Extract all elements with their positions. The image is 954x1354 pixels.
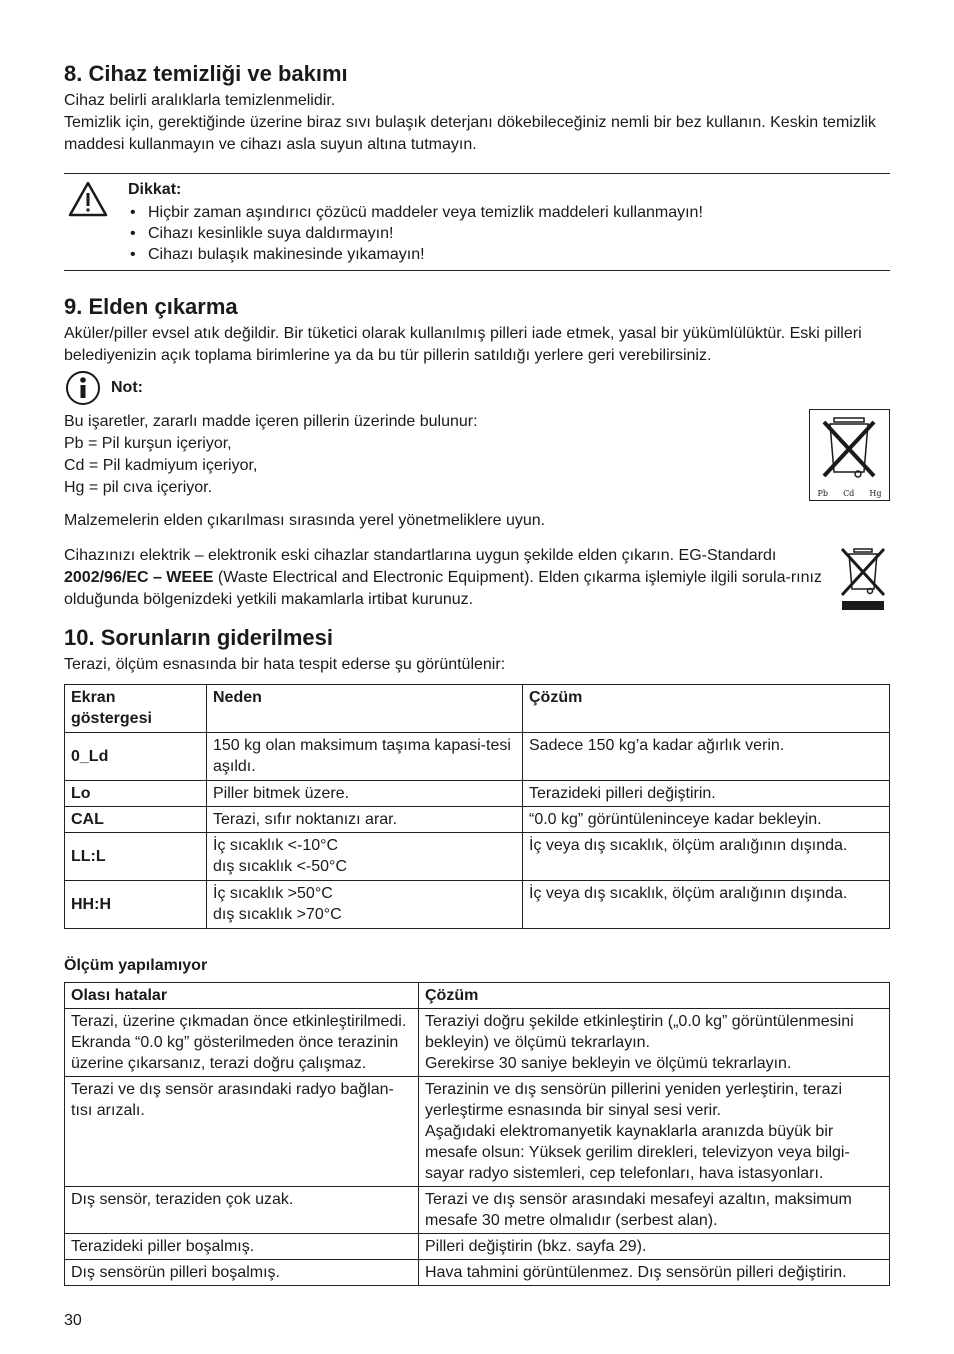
note-title: Not:: [111, 379, 143, 396]
note-line: Cd = Pil kadmiyum içeriyor,: [64, 457, 258, 474]
solution-cell: Terazinin ve dış sensörün pillerini yeniden yerleştirin, terazi yerleştirme esnasında bir sinyal sesi verir. Aşağıdaki elektromanyetik kaynaklarla aranızda büyük bir mesafe olsun: Yüksek gerilim direkleri, televizyon veya bilgi-sayar radyo sistemleri, cep telefonları, hava istasyonları.: [419, 1077, 890, 1187]
section-10-title: 10. Sorunların giderilmesi: [64, 625, 333, 650]
table-row: [65, 833, 890, 881]
column-header: Çözüm: [523, 685, 890, 733]
note-line: Pb = Pil kurşun içeriyor,: [64, 435, 232, 452]
weee-standard: 2002/96/EC – WEEE: [64, 569, 214, 586]
battery-label-cd: Cd: [843, 489, 855, 498]
section-9-title: 9. Elden çıkarma: [64, 294, 238, 319]
display-code: LL:L: [65, 833, 207, 881]
column-header: Olası hatalar: [65, 983, 419, 1009]
fault-cell: Terazi ve dış sensör arasındaki radyo bağlan-tısı arızalı.: [65, 1077, 419, 1187]
crossed-bin-icon: [810, 410, 889, 486]
cause-cell: 150 kg olan maksimum taşıma kapasi-tesi aşıldı.: [207, 733, 523, 781]
solution-cell: “0.0 kg” görüntüleninceye kadar bekleyin.: [523, 807, 890, 833]
solution-cell: İç veya dış sıcaklık, ölçüm aralığının dışında.: [523, 881, 890, 929]
solution-cell: Terazideki pilleri değiştirin.: [523, 781, 890, 807]
warning-icon: [68, 181, 108, 217]
fault-cell: Terazideki piller boşalmış.: [65, 1234, 419, 1260]
table-row: [65, 807, 890, 833]
subsection-title: Ölçüm yapılamıyor: [64, 957, 208, 974]
note-line: Hg = pil cıva içeriyor.: [64, 479, 213, 496]
measurement-problems-table: [64, 982, 890, 1286]
cause-cell: İç sıcaklık >50°C dış sıcaklık >70°C: [207, 881, 523, 929]
display-code: 0_Ld: [65, 733, 207, 781]
table-row: [65, 1260, 890, 1286]
warning-box: [64, 173, 890, 271]
section-8-p2: Temizlik için, gerektiğinde üzerine biraz sıvı bulaşık deterjanı dökebileceğiniz nemli bir bez kullanın. Keskin temizlik maddesi kullanmayın ve cihazı asla suyun altına tutmayın.: [64, 114, 876, 153]
table-row: [65, 1187, 890, 1234]
solution-cell: Sadece 150 kg’a kadar ağırlık verin.: [523, 733, 890, 781]
weee-text-b: (Waste Electrical and Electronic Equipment). Elden çıkarma işlemiyle ilgili sorula-rınız olduğunda bölgenizdeki yetkili makamlarla irtibat kurunuz.: [64, 569, 822, 608]
section-9-p3: [64, 545, 832, 611]
display-code: CAL: [65, 807, 207, 833]
battery-label-hg: Hg: [869, 489, 882, 498]
table-row: [65, 1009, 890, 1077]
solution-cell: Pilleri değiştirin (bkz. sayfa 29).: [419, 1234, 890, 1260]
table-header-row: [65, 983, 890, 1009]
column-header: Ekran göstergesi: [65, 685, 207, 733]
table-row: [65, 1234, 890, 1260]
table-row: [65, 781, 890, 807]
battery-disposal-symbol: [809, 409, 890, 501]
warning-item: • Hiçbir zaman aşındırıcı çözücü maddeler veya temizlik maddeleri kullanmayın!: [128, 202, 703, 223]
note-line: Bu işaretler, zararlı madde içeren pillerin üzerinde bulunur:: [64, 413, 478, 430]
weee-text-a: Cihazınızı elektrik – elektronik eski cihazlar standartlarına uygun şekilde elden çıkarın. EG-Standardı: [64, 547, 777, 564]
table-row: [65, 733, 890, 781]
cause-cell: Terazi, sıfır noktanızı arar.: [207, 807, 523, 833]
table-row: [65, 1077, 890, 1187]
fault-cell: Dış sensörün pilleri boşalmış.: [65, 1260, 419, 1286]
display-code: Lo: [65, 781, 207, 807]
warning-item: • Cihazı kesinlikle suya daldırmayın!: [128, 223, 703, 244]
weee-bin-icon: [836, 545, 890, 611]
cause-cell: İç sıcaklık <-10°C dış sıcaklık <-50°C: [207, 833, 523, 881]
page-number: 30: [64, 1312, 82, 1329]
column-header: Neden: [207, 685, 523, 733]
note-lines: [64, 411, 478, 499]
warning-title: Dikkat:: [128, 181, 182, 198]
info-icon: [65, 370, 101, 406]
warning-item: • Cihazı bulaşık makinesinde yıkamayın!: [128, 244, 703, 265]
cause-cell: Piller bitmek üzere.: [207, 781, 523, 807]
solution-cell: Hava tahmini görüntülenmez. Dış sensörün pilleri değiştirin.: [419, 1260, 890, 1286]
section-9-p1: Aküler/piller evsel atık değildir. Bir tüketici olarak kullanılmış pilleri iade etmek, yasal bir yükümlülüktür. Eski pilleri belediyenizin açık toplama birimlerine ya da bu tür pillerin satıldığı yerlere geri verebilirsiniz.: [64, 325, 862, 364]
fault-cell: Dış sensör, teraziden çok uzak.: [65, 1187, 419, 1234]
section-9-p2: Malzemelerin elden çıkarılması sırasında yerel yönetmeliklere uyun.: [64, 512, 546, 529]
column-header: Çözüm: [419, 983, 890, 1009]
battery-label-pb: Pb: [817, 489, 829, 498]
table-row: [65, 881, 890, 929]
error-display-table: [64, 684, 890, 929]
display-code: HH:H: [65, 881, 207, 929]
fault-cell: Terazi, üzerine çıkmadan önce etkinleştirilmedi. Ekranda “0.0 kg” gösterilmeden önce terazinin üzerine çıkarsanız, terazi doğru çalışmaz.: [65, 1009, 419, 1077]
table-header-row: [65, 685, 890, 733]
solution-cell: Terazi ve dış sensör arasındaki mesafeyi azaltın, maksimum mesafe 30 metre olmalıdır (serbest alan).: [419, 1187, 890, 1234]
solution-cell: İç veya dış sıcaklık, ölçüm aralığının dışında.: [523, 833, 890, 881]
solution-cell: Teraziyi doğru şekilde etkinleştirin („0.0 kg” görüntülenmesini bekleyin) ve ölçümü tekrarlayın. Gerekirse 30 saniye bekleyin ve ölçümü tekrarlayın.: [419, 1009, 890, 1077]
section-8-p1: Cihaz belirli aralıklarla temizlenmelidir.: [64, 92, 336, 109]
warning-list: [128, 202, 703, 265]
section-10-intro: Terazi, ölçüm esnasında bir hata tespit ederse şu görüntülenir:: [64, 656, 506, 673]
section-8-title: 8. Cihaz temizliği ve bakımı: [64, 61, 348, 86]
